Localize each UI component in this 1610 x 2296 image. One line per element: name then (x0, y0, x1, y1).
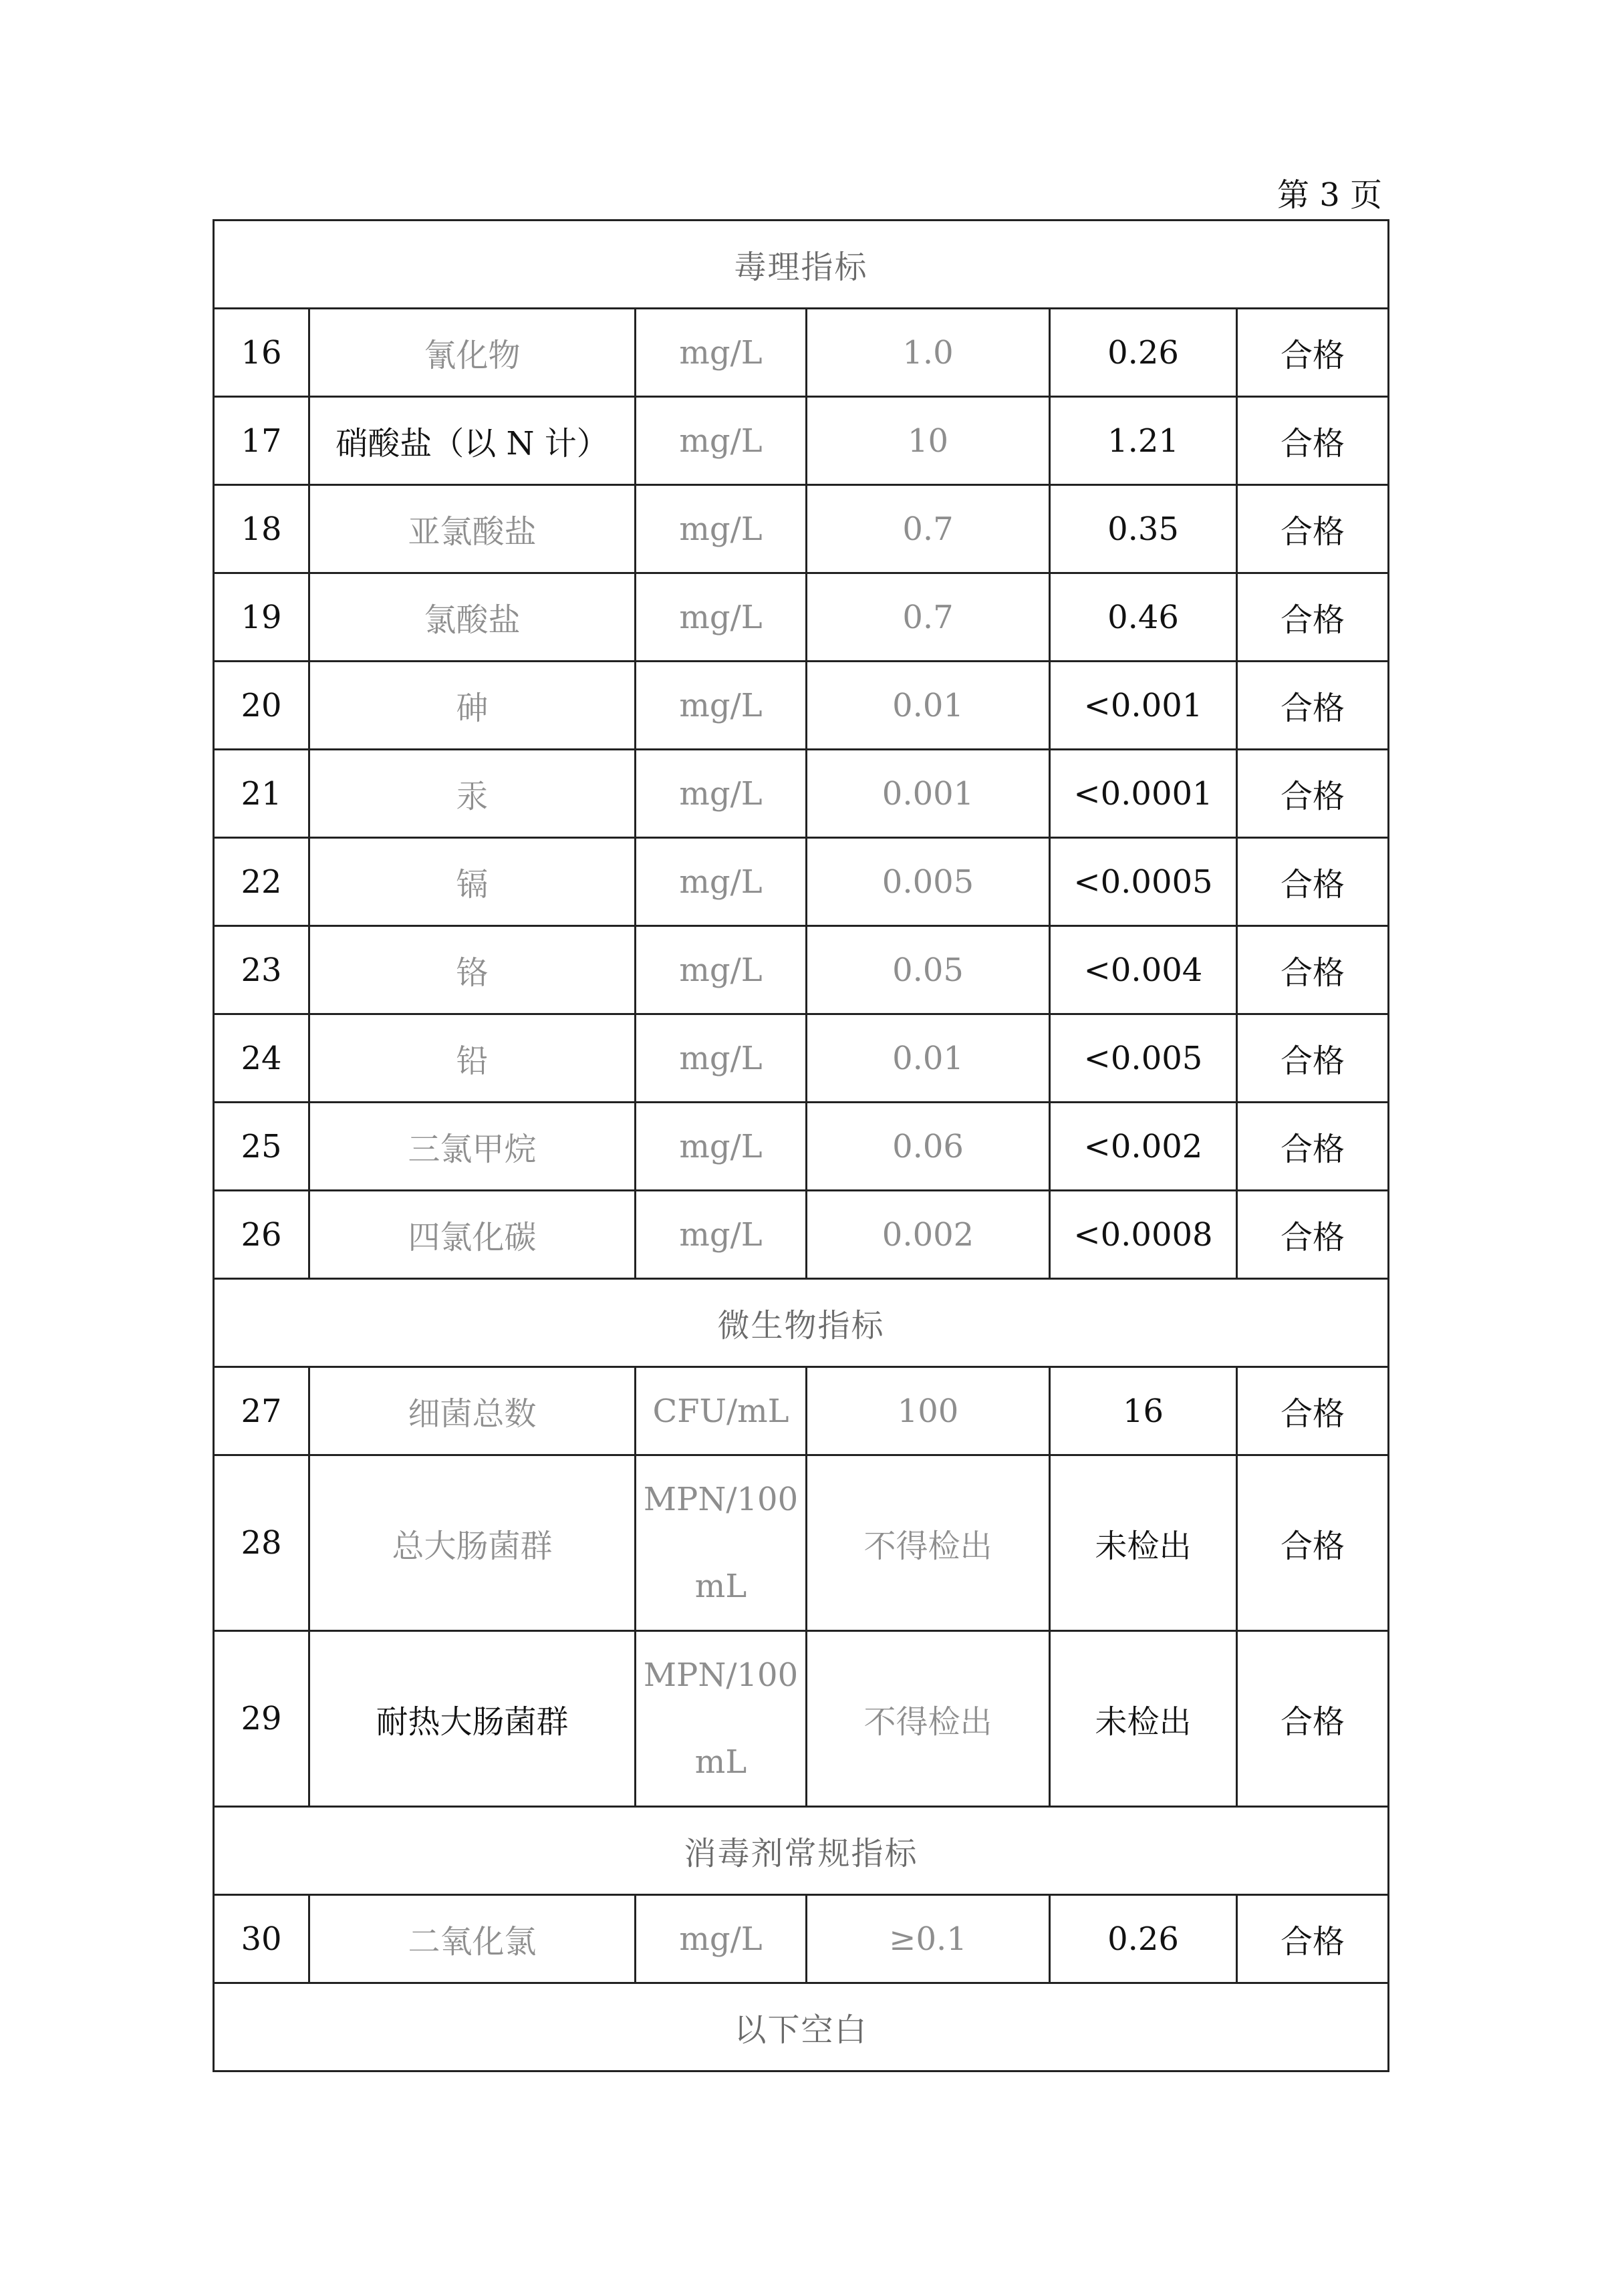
item-name: 三氯甲烷 (309, 1103, 636, 1191)
table-row (214, 309, 1389, 397)
end-of-table-note: 以下空白 (214, 1983, 1389, 2071)
section-microbial: 微生物指标 (214, 1279, 1389, 1367)
row-number: 19 (214, 573, 309, 662)
item-name: 氰化物 (309, 309, 636, 397)
unit: CFU/mL (636, 1367, 807, 1455)
verdict: 合格 (1237, 485, 1389, 573)
table-row (214, 573, 1389, 662)
result-value: <0.005 (1050, 1014, 1237, 1103)
verdict: 合格 (1237, 397, 1389, 485)
limit-value: 0.01 (807, 1014, 1050, 1103)
row-number: 29 (214, 1631, 309, 1807)
table-row (214, 750, 1389, 838)
item-name: 氯酸盐 (309, 573, 636, 662)
section-header-row (214, 1279, 1389, 1367)
row-number: 24 (214, 1014, 309, 1103)
page-number: 第 3 页 (1277, 176, 1382, 214)
verdict: 合格 (1237, 1367, 1389, 1455)
table-row (214, 926, 1389, 1014)
row-number: 20 (214, 662, 309, 750)
item-name: 镉 (309, 838, 636, 926)
table-row (214, 1103, 1389, 1191)
verdict: 合格 (1237, 1191, 1389, 1279)
unit-line-1: MPN/100 (643, 1481, 799, 1518)
item-name: 砷 (309, 662, 636, 750)
unit (636, 1631, 807, 1807)
verdict: 合格 (1237, 1103, 1389, 1191)
result-value: 0.46 (1050, 573, 1237, 662)
table-row (214, 1631, 1389, 1807)
row-number: 28 (214, 1455, 309, 1631)
result-value: <0.0005 (1050, 838, 1237, 926)
verdict: 合格 (1237, 573, 1389, 662)
item-name: 硝酸盐（以 N 计） (309, 397, 636, 485)
result-value: <0.004 (1050, 926, 1237, 1014)
unit (636, 1455, 807, 1631)
row-number: 21 (214, 750, 309, 838)
unit: mg/L (636, 309, 807, 397)
limit-value: 0.002 (807, 1191, 1050, 1279)
unit-line-2: mL (694, 1743, 747, 1781)
section-header-row (214, 221, 1389, 309)
unit: mg/L (636, 1014, 807, 1103)
limit-value: 0.7 (807, 573, 1050, 662)
verdict: 合格 (1237, 926, 1389, 1014)
unit: mg/L (636, 397, 807, 485)
result-value: 未检出 (1050, 1631, 1237, 1807)
section-disinfectant: 消毒剂常规指标 (214, 1807, 1389, 1895)
item-name: 二氧化氯 (309, 1895, 636, 1983)
unit: mg/L (636, 1103, 807, 1191)
limit-value: 0.7 (807, 485, 1050, 573)
limit-value: 1.0 (807, 309, 1050, 397)
verdict: 合格 (1237, 1014, 1389, 1103)
result-value: 16 (1050, 1367, 1237, 1455)
item-name: 总大肠菌群 (309, 1455, 636, 1631)
result-value: 0.26 (1050, 1895, 1237, 1983)
table-row (214, 397, 1389, 485)
item-name: 细菌总数 (309, 1367, 636, 1455)
unit: mg/L (636, 662, 807, 750)
limit-value: 0.06 (807, 1103, 1050, 1191)
limit-value: ≥0.1 (807, 1895, 1050, 1983)
table-row (214, 838, 1389, 926)
verdict: 合格 (1237, 1455, 1389, 1631)
row-number: 18 (214, 485, 309, 573)
unit: mg/L (636, 838, 807, 926)
item-name: 铅 (309, 1014, 636, 1103)
item-name: 四氯化碳 (309, 1191, 636, 1279)
item-name: 铬 (309, 926, 636, 1014)
result-value: 0.35 (1050, 485, 1237, 573)
verdict: 合格 (1237, 1895, 1389, 1983)
unit: mg/L (636, 485, 807, 573)
section-toxicology: 毒理指标 (214, 221, 1389, 309)
water-quality-table (213, 219, 1389, 2072)
limit-value: 不得检出 (807, 1455, 1050, 1631)
limit-value: 0.001 (807, 750, 1050, 838)
row-number: 17 (214, 397, 309, 485)
result-value: 0.26 (1050, 309, 1237, 397)
unit: mg/L (636, 573, 807, 662)
result-value: 未检出 (1050, 1455, 1237, 1631)
item-name: 汞 (309, 750, 636, 838)
row-number: 23 (214, 926, 309, 1014)
table-row (214, 1455, 1389, 1631)
verdict: 合格 (1237, 750, 1389, 838)
section-header-row (214, 1807, 1389, 1895)
unit: mg/L (636, 750, 807, 838)
row-number: 27 (214, 1367, 309, 1455)
result-value: <0.001 (1050, 662, 1237, 750)
verdict: 合格 (1237, 838, 1389, 926)
verdict: 合格 (1237, 1631, 1389, 1807)
limit-value: 不得检出 (807, 1631, 1050, 1807)
result-value: 1.21 (1050, 397, 1237, 485)
section-header-row (214, 1983, 1389, 2071)
verdict: 合格 (1237, 309, 1389, 397)
table-row (214, 1014, 1389, 1103)
table-row (214, 1191, 1389, 1279)
result-value: <0.0001 (1050, 750, 1237, 838)
table-row (214, 1367, 1389, 1455)
unit-line-2: mL (694, 1568, 747, 1605)
limit-value: 10 (807, 397, 1050, 485)
table-row (214, 1895, 1389, 1983)
verdict: 合格 (1237, 662, 1389, 750)
unit: mg/L (636, 926, 807, 1014)
row-number: 26 (214, 1191, 309, 1279)
table-row (214, 662, 1389, 750)
unit: mg/L (636, 1895, 807, 1983)
limit-value: 0.01 (807, 662, 1050, 750)
item-name: 耐热大肠菌群 (309, 1631, 636, 1807)
result-value: <0.002 (1050, 1103, 1237, 1191)
row-number: 16 (214, 309, 309, 397)
row-number: 25 (214, 1103, 309, 1191)
table-row (214, 485, 1389, 573)
row-number: 30 (214, 1895, 309, 1983)
item-name: 亚氯酸盐 (309, 485, 636, 573)
unit: mg/L (636, 1191, 807, 1279)
limit-value: 100 (807, 1367, 1050, 1455)
row-number: 22 (214, 838, 309, 926)
unit-line-1: MPN/100 (643, 1657, 799, 1694)
result-value: <0.0008 (1050, 1191, 1237, 1279)
limit-value: 0.005 (807, 838, 1050, 926)
limit-value: 0.05 (807, 926, 1050, 1014)
